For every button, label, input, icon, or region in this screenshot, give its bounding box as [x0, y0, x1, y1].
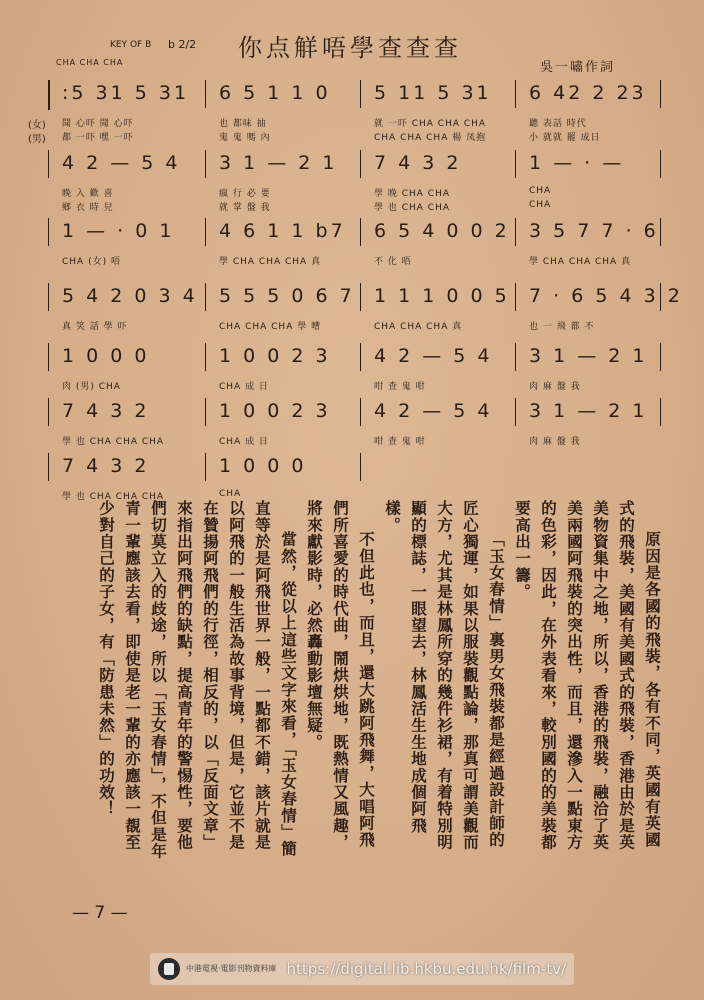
bar-line: [360, 453, 361, 481]
bar-line: [660, 80, 661, 108]
measure-notes: 1 — · 0 1: [62, 220, 175, 242]
measure-notes: 6 42 2 23: [529, 82, 647, 104]
measure-notes: 6 5 4 0 0 2: [374, 220, 510, 242]
lyric-line: 聞 心吓 聞 心吓: [62, 119, 134, 129]
bar-line: [360, 343, 361, 371]
measure-notes: 4 2 — 5 4: [374, 400, 493, 422]
score-row: [40, 283, 683, 341]
lyric-line: 學 也 CHA CHA CHA: [62, 492, 165, 502]
cha-intro: CHA CHA CHA: [56, 58, 124, 67]
part-label-female: (女): [28, 120, 46, 131]
lyric-line: 學 也 CHA CHA: [374, 203, 450, 213]
lyric-line: CHA: [529, 200, 552, 210]
bar-line: [205, 453, 206, 481]
measure-notes: 4 6 1 1 b7: [219, 220, 346, 242]
bar-line: [515, 283, 516, 311]
lyric-line: CHA 成 日: [219, 382, 269, 392]
library-watermark: [150, 953, 574, 985]
watermark-org: 中港電視·電影刊物資料庫: [186, 964, 277, 973]
bar-line: [360, 218, 361, 246]
score-row: [40, 343, 660, 401]
lyric-line: CHA (女) 唔: [62, 257, 121, 267]
song-title: 你点觧唔學查查查: [238, 34, 462, 62]
bar-line: [515, 218, 516, 246]
bar-line: [660, 398, 661, 426]
measure-notes: 5 11 5 31: [374, 82, 492, 104]
bar-line: [205, 398, 206, 426]
lyric-line: 不 化 唔: [374, 257, 412, 267]
bar-line: [48, 453, 49, 481]
bar-line: [660, 343, 661, 371]
article-paragraph: 當然，從以上這些文字來看，「玉女春情」簡直等於是阿飛世界一般，一點都不錯，該片就是以阿飛的一般生活為故事背境，但是，它並不是在贊揚阿飛們的行徑，相反的，以「反面文章」來指出阿飛們的缺點，提高青年的警惕性，要他們切莫立入的歧途，所以「玉女春情」，不但是年青一輩應該去看，即使是老一輩的亦應該一覩至少對自己的子女，有「防患未然」的功效！: [97, 500, 298, 860]
lyric-line: 也 都味 抽: [219, 119, 267, 129]
lyric-line: 鬼 鬼 嗎 內: [219, 133, 271, 143]
bar-line: [515, 343, 516, 371]
measure-notes: 3 1 — 2 1: [529, 400, 648, 422]
measure-notes: 4 2 — 5 4: [374, 345, 493, 367]
lyric-line: 學 CHA CHA CHA 真: [529, 257, 632, 267]
lyric-line: 肉 麻 盤 我: [529, 382, 581, 392]
bar-line: [48, 218, 49, 246]
measure-notes: 5 5 5 0 6 7: [219, 285, 355, 307]
lyric-line: 都 一吓 嘿 一吓: [62, 133, 134, 143]
bar-line: [48, 343, 49, 371]
measure-notes: 7 4 3 2: [62, 400, 150, 422]
lyric-line: 學 CHA CHA CHA 真: [219, 257, 322, 267]
key-signature: b 2/2: [168, 38, 197, 51]
lyric-line: 真 笑 話 學 吓: [62, 322, 128, 332]
lyric-line: 咁 查 鬼 咁: [374, 382, 426, 392]
measure-notes: 1 0 0 2 3: [219, 345, 331, 367]
bar-line: [205, 80, 206, 108]
measure-notes: 3 1 — 2 1: [219, 152, 338, 174]
measure-notes: 7 4 3 2: [374, 152, 462, 174]
bar-line: [48, 80, 50, 110]
measure-notes: 3 5 7 7 · 6: [529, 220, 659, 242]
watermark-url: https://digital.lib.hkbu.edu.hk/film-tv/: [286, 960, 567, 978]
lyric-line: 咁 查 鬼 咁: [374, 437, 426, 447]
bar-line: [205, 283, 206, 311]
bar-line: [515, 80, 516, 108]
bar-line: [515, 398, 516, 426]
score-row: [28, 80, 660, 145]
measure-notes: 1 0 0 0: [62, 345, 150, 367]
part-label-male: (男): [28, 134, 46, 145]
page-number: — 7 —: [72, 903, 128, 923]
score-row: [40, 218, 660, 276]
lyric-line: 學 也 CHA CHA CHA: [62, 437, 165, 447]
lyric-line: 肉 麻 盤 我: [529, 437, 581, 447]
score-row: [40, 150, 660, 213]
lyric-line: CHA CHA CHA 學 嘈: [219, 322, 322, 332]
bar-line: [360, 398, 361, 426]
measure-notes: :5 31 5 31: [62, 82, 190, 104]
lyric-line: 鄉 衣 時 兒: [62, 203, 114, 213]
measure-notes: 7 4 3 2: [62, 455, 150, 477]
bar-line: [360, 150, 361, 178]
key-label: KEY OF B: [110, 40, 152, 50]
library-logo-icon: [158, 958, 180, 980]
article-paragraph: 原因是各國的飛裝，各有不同，英國有英國式的飛裝，美國有美國式的飛裝，香港由於是英美物資集中之地，所以，香港的飛裝，融洽了英美兩國阿飛裝的突出性，而且，還滲入一點東方的色彩，因此，在外表看來，較別國的的美裝都要高出一籌。: [513, 500, 662, 851]
lyric-line: CHA: [219, 489, 242, 499]
lyric-line: 學 晚 CHA CHA: [374, 189, 450, 199]
measure-notes: 1 0 0 0: [219, 455, 307, 477]
measure-notes: 1 0 0 2 3: [219, 400, 331, 422]
lyric-line: 也 一 飛 都 不: [529, 322, 595, 332]
lyric-line: 就 一吓 CHA CHA CHA: [374, 119, 487, 129]
lyric-line: 晚 入 歡 喜: [62, 189, 114, 199]
measure-notes: 1 — · —: [529, 152, 625, 174]
bar-line: [205, 150, 206, 178]
bar-line: [515, 150, 516, 178]
lyric-line: 小 就就 罷 成日: [529, 133, 601, 143]
score-row: [40, 398, 660, 456]
bar-line: [660, 218, 661, 246]
bar-line: [360, 283, 361, 311]
measure-notes: 4 2 — 5 4: [62, 152, 181, 174]
measure-notes: 5 4 2 0 3 4: [62, 285, 198, 307]
lyric-line: CHA 成 日: [219, 437, 269, 447]
lyricist-credit: 吳一嘯作詞: [540, 60, 616, 75]
article-paragraph: 不但此也，而且，還大跳阿飛舞，大唱阿飛們所喜愛的時代曲，鬧烘烘地，既熱情又風趣，將來獻影時，必然轟動影壇無疑。: [305, 500, 376, 851]
lyric-line: CHA CHA CHA 楊 凤抱: [374, 133, 487, 143]
lyric-line: 就 掌 盤 我: [219, 203, 271, 213]
bar-line: [205, 343, 206, 371]
article-text: [40, 500, 665, 860]
bar-line: [660, 150, 661, 178]
measure-notes: 6 5 1 1 0: [219, 82, 331, 104]
measure-notes: 3 1 — 2 1: [529, 345, 648, 367]
article-paragraph: 「玉女春情」裏男女飛裝都是經過設計師的匠心獨運，如果以服裝觀點論，那真可謂美觀而大方，尤其是林鳳所穿的幾件衫裙，有着特別明顯的標誌，一眼望去，林鳳活生生地成個阿飛樣。: [383, 500, 506, 851]
bar-line: [48, 150, 49, 178]
bar-line: [48, 283, 49, 311]
lyric-line: 瘋 行 必 要: [219, 189, 271, 199]
bar-line: [360, 80, 361, 108]
bar-line: [205, 218, 206, 246]
lyric-line: CHA: [529, 186, 552, 196]
bar-line: [48, 398, 49, 426]
lyric-line: 聽 表話 時代: [529, 119, 587, 129]
measure-notes: 1 1 1 0 0 5: [374, 285, 510, 307]
lyric-line: CHA CHA CHA 真: [374, 322, 463, 332]
lyric-line: 肉 (男) CHA: [62, 382, 121, 392]
measure-notes: 7 · 6 5 4 3 2: [529, 285, 683, 307]
